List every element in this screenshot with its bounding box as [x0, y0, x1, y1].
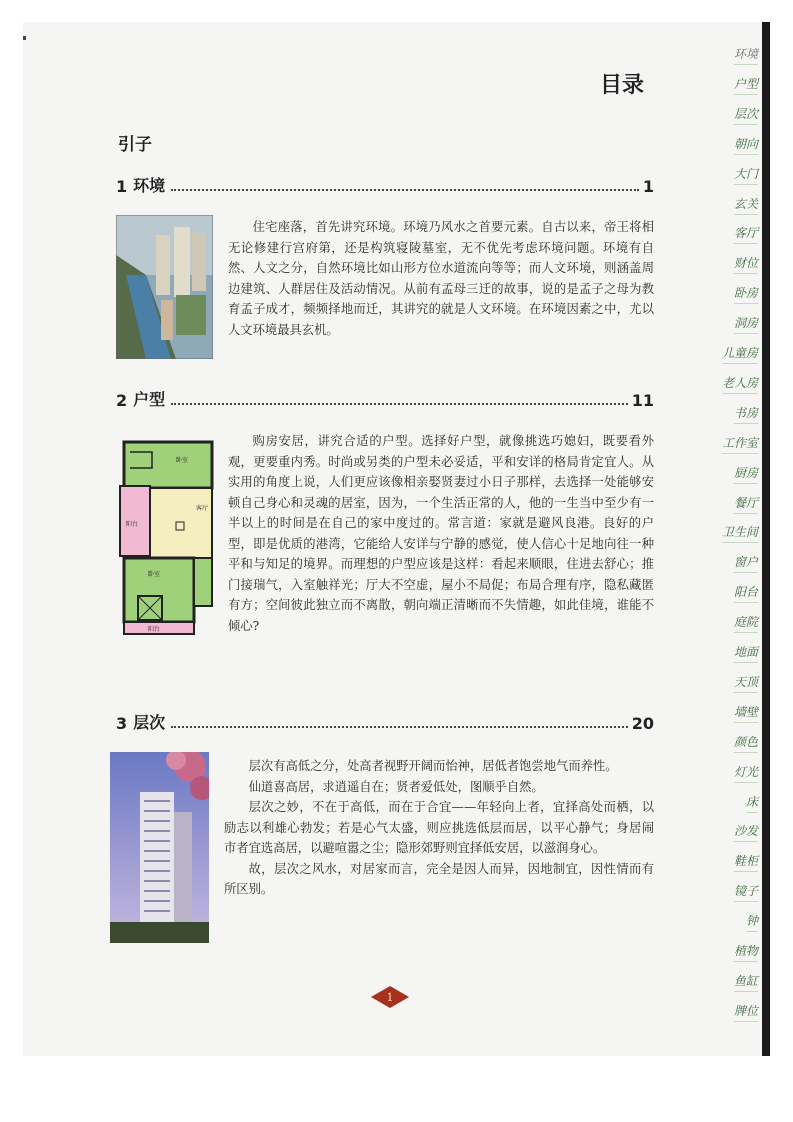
side-tab[interactable]: 天顶	[734, 673, 758, 693]
side-tab[interactable]: 庭院	[734, 613, 758, 633]
floorplan-image	[118, 438, 214, 638]
side-tab[interactable]: 卫生间	[722, 523, 758, 543]
toc-entry-environment[interactable]	[116, 172, 654, 196]
intro-heading[interactable]: 引子	[118, 135, 152, 155]
side-tab[interactable]: 卧房	[734, 284, 758, 304]
section-number: 2	[116, 391, 128, 410]
dot-leader	[171, 188, 639, 191]
section-number: 1	[116, 177, 128, 196]
side-tab[interactable]: 沙发	[734, 822, 758, 842]
section-title: 层次	[133, 713, 166, 732]
section-3-paragraph: 故，层次之风水，对居家而言，完全是因人而异，因地制宜，因性情而有所区别。	[224, 861, 654, 896]
side-tab[interactable]: 大门	[734, 165, 758, 185]
side-tab[interactable]: 鞋柜	[734, 852, 758, 872]
side-tab[interactable]: 朝向	[734, 135, 758, 155]
section-3-text	[224, 756, 654, 900]
side-tab[interactable]: 植物	[734, 942, 758, 962]
side-tab[interactable]: 阳台	[734, 583, 758, 603]
side-tab[interactable]: 床	[746, 793, 758, 813]
side-tab[interactable]: 玄关	[734, 195, 758, 215]
side-tab[interactable]: 地面	[734, 643, 758, 663]
section-title: 环境	[133, 176, 166, 195]
toc-entry-floor-level[interactable]	[116, 709, 654, 733]
side-tab[interactable]: 墙壁	[734, 703, 758, 723]
side-tab[interactable]: 颜色	[734, 733, 758, 753]
section-3-paragraph: 层次有高低之分，处高者视野开阔而怡神，居低者饱尝地气而养性。	[248, 759, 618, 773]
dot-leader	[171, 725, 628, 728]
section-3-paragraph: 层次之妙，不在于高低，而在于合宜——年轻向上者，宜择高处而栖，以励志以利雄心勃发；若是心气太盛，则应挑选低层而居，以平心静气；身居闹市者宜选高居，以避喧嚣之尘；隐形郊野则宜择低安居，以滋润身心。	[224, 800, 654, 855]
side-tab[interactable]: 鱼缸	[734, 972, 758, 992]
highrise-photo	[110, 752, 209, 943]
side-tab-index	[712, 40, 762, 1030]
side-tab[interactable]: 层次	[734, 105, 758, 125]
section-3-paragraph: 仙道喜高居，求逍遥自在；贤者爱低处，图顺乎自然。	[248, 779, 544, 794]
section-1-paragraph: 住宅座落，首先讲究环境。环境乃风水之首要元素。自古以来，帝王将相无论修建行宫府第，还是构筑寝陵墓室，无不优先考虑环境问题。环境有自然、人文之分，自然环境比如山形方位水道流向等等；而人文环境，则涵盖周边建筑、人群居住及活动情况。从前有孟母三迁的故事，说的是孟子之母为教育孟子成才，频频择地而迁，其讲究的就是人文环境。在环境因素之中，尤以人文环境最具玄机。	[228, 220, 654, 337]
side-tab[interactable]: 老人房	[722, 374, 758, 394]
section-number: 3	[116, 714, 128, 733]
floorplan-label: 阳台	[148, 626, 161, 633]
side-tab[interactable]: 工作室	[722, 434, 758, 454]
side-tab[interactable]: 客厅	[734, 224, 758, 244]
section-page-number: 20	[631, 714, 654, 733]
floorplan-label: 阳台	[126, 521, 139, 528]
section-title: 户型	[133, 390, 166, 409]
section-2-paragraph: 购房安居，讲究合适的户型。选择好户型，就像挑选巧媳妇，既要看外观，更要重内秀。时尚或另类的户型未必妥适，平和安详的格局肯定宜人。从实用的角度上说，人们更应该像相亲娶贤妻过小日子那样，去选择一处能够安顿自己身心和灵魂的居室，因为，一个生活正常的人，他的一生当中至少有一半以上的时间是在自己的家中度过的。常言道：家就是避风良港。良好的户型，即是优质的港湾，它能给人安详与宁静的感觉，使人信心十足地向往一种平和与知足的境界。而理想的户型应该是这样：看起来顺眼，住进去舒心；推门接瑞气，入室触祥光；厅大不空虚，屋小不局促；布局合理有序，隐私藏匿有方；空间彼此独立而不离散，朝向端正清晰而不失情趣，如此佳境，谁能不倾心?	[228, 434, 654, 633]
side-tab[interactable]: 洞房	[734, 314, 758, 334]
side-tab[interactable]: 窗户	[734, 553, 758, 573]
side-tab[interactable]: 镜子	[734, 882, 758, 902]
side-tab[interactable]: 书房	[734, 404, 758, 424]
section-page-number: 1	[642, 177, 654, 196]
scan-mark	[23, 36, 26, 40]
side-tab[interactable]: 户型	[734, 75, 758, 95]
floorplan-label: 卧室	[176, 457, 189, 464]
section-page-number: 11	[631, 391, 654, 410]
page-number: 1	[386, 991, 394, 1004]
side-tab[interactable]: 钟	[746, 912, 758, 932]
toc-entry-floorplan[interactable]	[116, 386, 654, 410]
page-edge-stripe	[762, 22, 770, 1056]
side-tab[interactable]: 灯光	[734, 763, 758, 783]
side-tab[interactable]: 餐厅	[734, 494, 758, 514]
side-tab[interactable]: 儿童房	[722, 344, 758, 364]
floorplan-label: 客厅	[196, 505, 209, 512]
side-tab[interactable]: 财位	[734, 254, 758, 274]
page-number-badge	[371, 986, 409, 1008]
environment-photo	[116, 215, 213, 359]
side-tab[interactable]: 厨房	[734, 464, 758, 484]
side-tab[interactable]: 环境	[734, 45, 758, 65]
page-title: 目录	[600, 73, 645, 98]
floorplan-label: 卧室	[148, 571, 161, 578]
side-tab[interactable]: 牌位	[734, 1002, 758, 1022]
dot-leader	[171, 402, 628, 405]
